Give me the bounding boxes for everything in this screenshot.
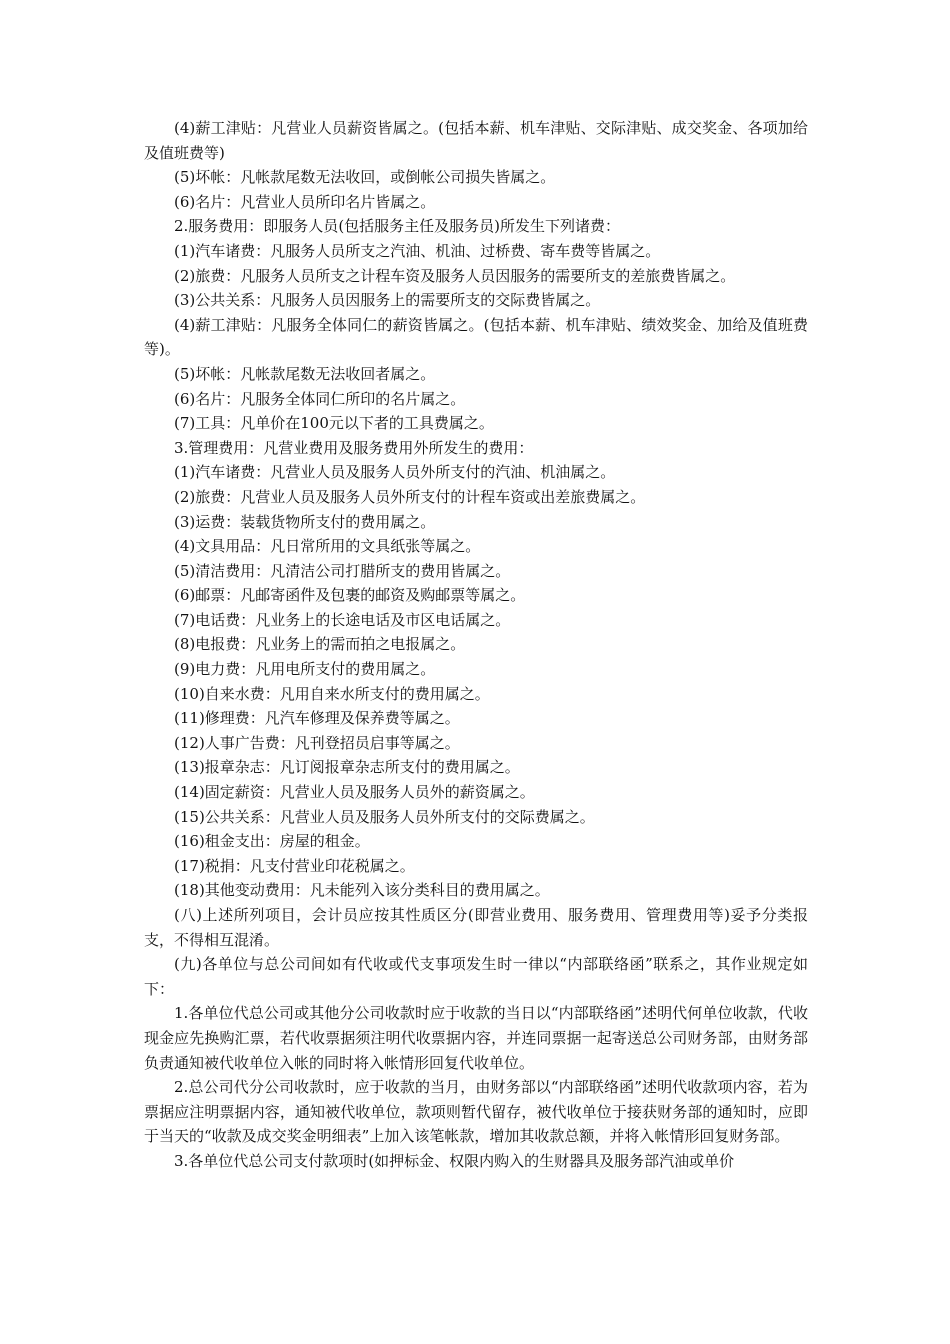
paragraph: (9)电力费：凡用电所支付的费用属之。: [174, 660, 436, 679]
paragraph: (10)自来水费：凡用自来水所支付的费用属之。: [174, 684, 490, 703]
paragraph: (八)上述所列项目，会计员应按其性质区分(即营业费用、服务费用、管理费用等)妥予分类报支，不得相互混淆。: [144, 906, 808, 949]
paragraph: (7)工具：凡单价在100元以下者的工具费属之。: [174, 414, 494, 433]
paragraph: (5)坏帐：凡帐款尾数无法收回者属之。: [174, 364, 436, 383]
paragraph: 3.各单位代总公司支付款项时(如押标金、权限内购入的生财器具及服务部汽油或单价: [174, 1151, 735, 1170]
paragraph: 2.服务费用：即服务人员(包括服务主任及服务员)所发生下列诸费：: [174, 217, 621, 236]
paragraph: (3)公共关系：凡服务人员因服务上的需要所支的交际费皆属之。: [174, 291, 601, 310]
paragraph: (4)薪工津贴：凡服务全体同仁的薪资皆属之。(包括本薪、机车津贴、绩效奖金、加给及值班费等)。: [144, 315, 808, 359]
paragraph: (4)薪工津贴：凡营业人员薪资皆属之。(包括本薪、机车津贴、交际津贴、成交奖金、各项加给及值班费等): [144, 119, 808, 162]
paragraph: (16)租金支出：房屋的租金。: [174, 832, 370, 851]
paragraph: 3.管理费用：凡营业费用及服务费用外所发生的费用：: [174, 438, 534, 457]
paragraph: (5)坏帐：凡帐款尾数无法收回，或倒帐公司损失皆属之。: [174, 168, 556, 187]
paragraph: (14)固定薪资：凡营业人员及服务人员外的薪资属之。: [174, 783, 535, 802]
paragraph: (6)邮票：凡邮寄函件及包裹的邮资及购邮票等属之。: [174, 586, 526, 605]
paragraph: (8)电报费：凡业务上的需而拍之电报属之。: [174, 635, 466, 654]
paragraph: (3)运费：装载货物所支付的费用属之。: [174, 512, 436, 531]
paragraph: (2)旅费：凡服务人员所支之计程车资及服务人员因服务的需要所支的差旅费皆属之。: [174, 266, 736, 285]
paragraph: (11)修理费：凡汽车修理及保养费等属之。: [174, 709, 460, 728]
paragraph: (1)汽车诸费：凡服务人员所支之汽油、机油、过桥费、寄车费等皆属之。: [174, 241, 661, 260]
paragraph: 2.总公司代分公司收款时，应于收款的当月，由财务部以“内部联络函”述明代收款项内容，若为票据应注明票据内容，通知被代收单位，款项则暂代留存，被代收单位于接获财务部的通知时，应即于当天的“收款及成交奖金明细表”上加入该笔帐款，增加其收款总额，并将入帐情形回复财务部。: [144, 1078, 808, 1146]
paragraph: (7)电话费：凡业务上的长途电话及市区电话属之。: [174, 610, 511, 629]
paragraph: 1.各单位代总公司或其他分公司收款时应于收款的当日以“内部联络函”述明代何单位收款，代收现金应先换购汇票，若代收票据须注明代收票据内容，并连同票据一起寄送总公司财务部，由财务部负责通知被代收单位入帐的同时将入帐情形回复代收单位。: [144, 1004, 808, 1072]
paragraph: (1)汽车诸费：凡营业人员及服务人员外所支付的汽油、机油属之。: [174, 463, 616, 482]
paragraph: (6)名片：凡营业人员所印名片皆属之。: [174, 192, 436, 211]
paragraph: (13)报章杂志：凡订阅报章杂志所支付的费用属之。: [174, 758, 520, 777]
paragraph: (5)清洁费用：凡清洁公司打腊所支的费用皆属之。: [174, 561, 511, 580]
paragraph: (九)各单位与总公司间如有代收或代支事项发生时一律以“内部联络函”联系之，其作业规定如下：: [144, 955, 808, 998]
paragraph: (2)旅费：凡营业人员及服务人员外所支付的计程车资或出差旅费属之。: [174, 487, 646, 506]
paragraph: (17)税捐：凡支付营业印花税属之。: [174, 856, 415, 875]
paragraph: (15)公共关系：凡营业人员及服务人员外所支付的交际费属之。: [174, 807, 595, 826]
paragraph: (18)其他变动费用：凡未能列入该分类科目的费用属之。: [174, 881, 550, 900]
paragraph: (6)名片：凡服务全体同仁所印的名片属之。: [174, 389, 466, 408]
paragraph: (4)文具用品：凡日常所用的文具纸张等属之。: [174, 537, 481, 556]
paragraph: (12)人事广告费：凡刊登招员启事等属之。: [174, 733, 460, 752]
document-page: [144, 116, 808, 1174]
